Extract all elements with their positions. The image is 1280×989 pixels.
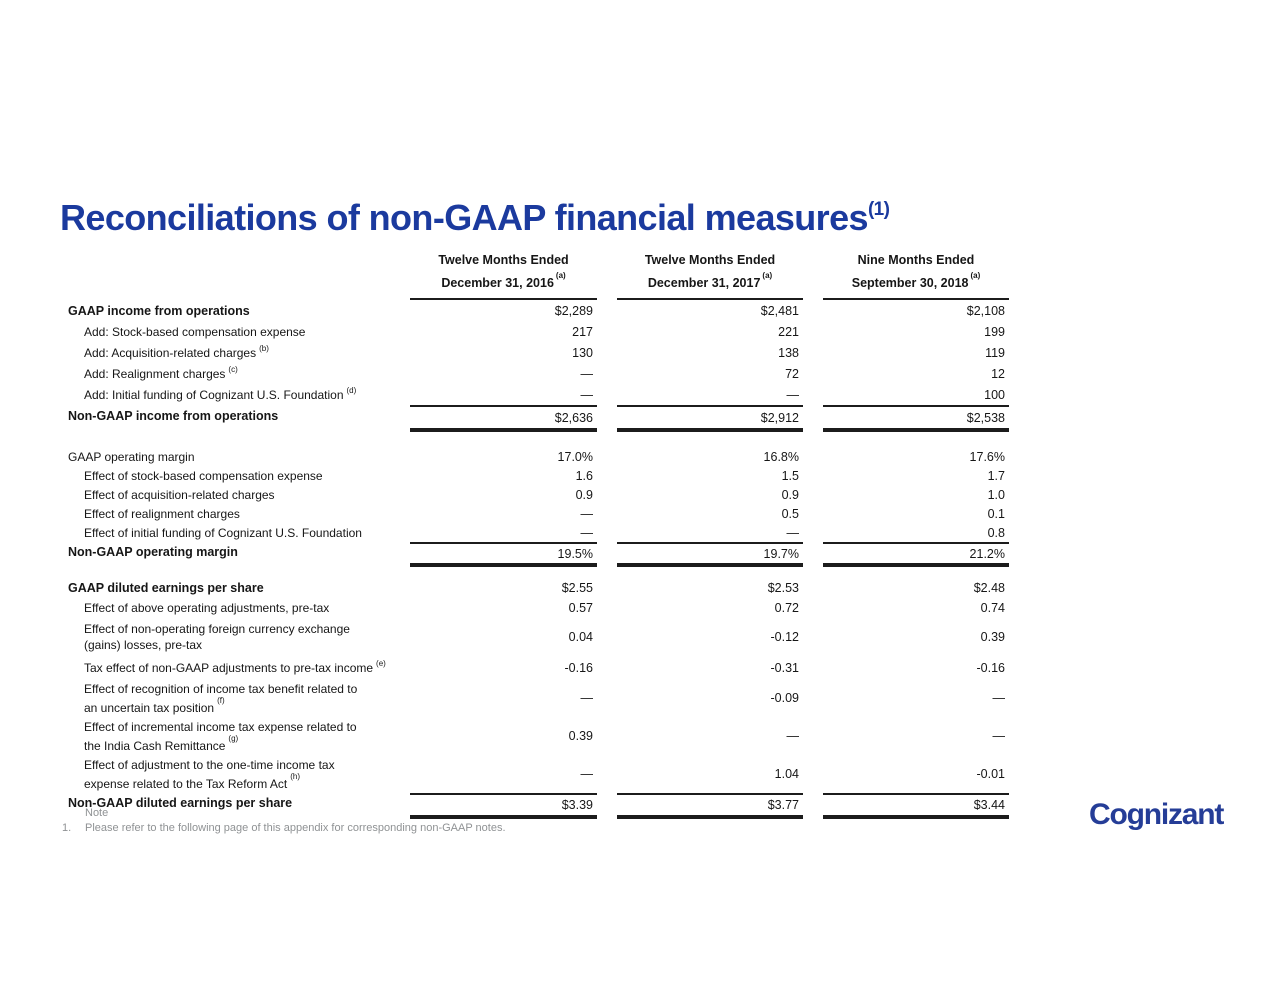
row-label-line1: Effect of recognition of income tax benefit related to	[84, 681, 358, 696]
value-cell: 19.7%	[617, 542, 803, 565]
row-label	[68, 755, 390, 793]
footnote-marker: (e)	[376, 659, 386, 668]
value-cell: 19.5%	[410, 542, 597, 565]
value-cell: 1.7	[987, 468, 1005, 483]
row-label	[68, 618, 390, 656]
row-label	[68, 717, 390, 755]
row-label-text: GAAP operating margin	[68, 449, 195, 464]
row-label	[68, 300, 390, 321]
row-label-line1: Effect of non-operating foreign currency exchange	[84, 622, 350, 636]
value-cell: 0.74	[980, 601, 1005, 615]
row-label-line2	[84, 697, 225, 716]
footnote	[62, 821, 506, 835]
footnote-marker: (f)	[217, 695, 225, 705]
row-label	[68, 523, 390, 542]
row-label-text: Non-GAAP operating margin	[68, 544, 238, 559]
row-label-text: the India Cash Remittance	[84, 738, 226, 753]
row-label-text: Add: Realignment charges	[84, 366, 226, 381]
row-label-text: Non-GAAP diluted earnings per share	[68, 796, 293, 810]
row-label-line2	[84, 773, 300, 792]
footnote-marker: (a)	[762, 271, 773, 280]
row-label-text: Effect of initial funding of Cognizant U.S. Foundation	[84, 525, 362, 540]
row-label-text: Effect of realignment charges	[84, 506, 240, 521]
value-cell: 1.5	[781, 468, 799, 483]
section-operating-margin	[68, 447, 1009, 565]
value-cell: —	[580, 506, 593, 521]
value-cell: 221	[778, 324, 799, 339]
value-cell: $2,912	[617, 405, 803, 430]
row-label-line1: Effect of adjustment to the one-time income tax	[84, 757, 335, 772]
value-cell: -0.31	[770, 660, 799, 675]
value-cell: 138	[778, 345, 799, 360]
value-cell: $2,636	[410, 405, 597, 430]
value-cell: —	[580, 525, 593, 540]
column-header-2018	[823, 250, 1009, 300]
value-cell: 1.6	[575, 468, 593, 483]
footnote-number: 1.	[62, 822, 72, 834]
column-header-period: Twelve Months Ended	[644, 253, 776, 267]
column-header-date-text: December 31, 2017	[647, 276, 761, 291]
footnote-marker: (c)	[228, 365, 238, 374]
value-cell: 0.5	[781, 506, 799, 521]
row-label-text: an uncertain tax position	[84, 700, 215, 715]
row-label	[68, 447, 390, 466]
title-footnote-marker: (1)	[867, 199, 890, 220]
value-cell: $2,108	[966, 303, 1005, 318]
column-header-date	[617, 270, 803, 293]
column-header-2017	[617, 250, 803, 300]
value-cell: 0.72	[774, 601, 799, 615]
value-cell: —	[786, 525, 799, 540]
footnote-marker: (g)	[228, 733, 239, 743]
row-label-text: GAAP income from operations	[68, 303, 250, 318]
row-label-text: Effect of above operating adjustments, pre-tax	[84, 601, 330, 615]
row-label-line2: (gains) losses, pre-tax	[84, 638, 203, 652]
footnote-marker: (h)	[290, 771, 301, 781]
value-cell: $3.77	[617, 793, 803, 817]
section-income-from-operations	[68, 300, 1009, 430]
value-cell: —	[786, 729, 799, 743]
column-header-period: Twelve Months Ended	[438, 253, 569, 267]
row-label-text: Add: Initial funding of Cognizant U.S. Foundation	[84, 387, 344, 402]
value-cell: 119	[985, 345, 1005, 360]
row-label-text: expense related to the Tax Reform Act	[84, 776, 288, 791]
section-diluted-eps	[68, 578, 1009, 817]
value-cell: 17.6%	[969, 449, 1005, 464]
footnote-text: Please refer to the following page of this appendix for corresponding non-GAAP notes.	[85, 822, 506, 834]
footnote-marker: (a)	[555, 271, 566, 280]
value-cell: —	[992, 691, 1005, 705]
footnote-marker: (b)	[259, 344, 269, 353]
value-cell: -0.09	[770, 691, 799, 705]
page-title-text: Reconciliations of non-GAAP financial measures	[60, 197, 868, 238]
value-cell: 0.1	[987, 506, 1005, 521]
value-cell: —	[786, 387, 799, 402]
row-label	[68, 384, 390, 405]
cognizant-logo: Cognizant	[1089, 798, 1224, 831]
column-header-date-text: December 31, 2016	[441, 276, 554, 291]
row-label	[68, 405, 390, 426]
column-header-2016	[410, 250, 597, 300]
row-label-line2	[84, 735, 238, 754]
value-cell: 0.8	[987, 525, 1005, 540]
value-cell: $2.53	[767, 581, 799, 595]
row-label	[68, 542, 390, 561]
row-label-text: Tax effect of non-GAAP adjustments to pre-tax income	[84, 660, 374, 675]
value-cell: 217	[572, 324, 593, 339]
value-cell: 0.04	[568, 630, 593, 644]
footnote-marker: (d)	[346, 386, 357, 395]
column-header-date	[410, 270, 597, 293]
row-label	[68, 363, 390, 384]
row-label	[68, 342, 390, 363]
row-label	[68, 485, 390, 504]
value-cell: 0.39	[980, 630, 1005, 644]
value-cell: $2,289	[554, 303, 593, 318]
note-heading: Note	[85, 807, 109, 819]
value-cell: 1.04	[774, 767, 799, 781]
value-cell: $2.48	[973, 581, 1005, 595]
value-cell: 100	[984, 387, 1005, 402]
footnote-marker: (a)	[970, 271, 981, 280]
value-cell: -0.01	[976, 767, 1005, 781]
row-label	[68, 656, 390, 679]
value-cell: 21.2%	[823, 542, 1009, 565]
value-cell: —	[580, 691, 593, 705]
header-spacer	[68, 250, 390, 300]
row-label	[68, 578, 390, 598]
column-header-date-text: September 30, 2018	[851, 276, 969, 291]
row-label-text: GAAP diluted earnings per share	[68, 581, 264, 595]
value-cell: 130	[572, 345, 593, 360]
row-label-text: Add: Stock-based compensation expense	[84, 324, 306, 339]
column-header-period: Nine Months Ended	[857, 253, 975, 267]
row-label-text: Add: Acquisition-related charges	[84, 345, 257, 360]
row-label-text: Effect of acquisition-related charges	[84, 487, 275, 502]
value-cell: -0.16	[564, 660, 593, 675]
page-title	[60, 197, 889, 239]
value-cell: —	[992, 729, 1005, 743]
row-label	[68, 679, 390, 717]
value-cell: -0.16	[976, 660, 1005, 675]
value-cell: 17.0%	[557, 449, 593, 464]
table-header	[68, 250, 1009, 300]
column-header-date	[823, 270, 1009, 293]
value-cell: 0.9	[781, 487, 799, 502]
value-cell: 199	[984, 324, 1005, 339]
row-label	[68, 466, 390, 485]
value-cell: 72	[785, 366, 799, 381]
row-label	[68, 504, 390, 523]
row-label-line1: Effect of incremental income tax expense related to	[84, 719, 357, 734]
value-cell: 0.39	[568, 729, 593, 743]
value-cell: —	[580, 366, 593, 381]
value-cell: $2,481	[760, 303, 799, 318]
value-cell: 16.8%	[763, 449, 799, 464]
value-cell: $2.55	[561, 581, 593, 595]
value-cell: 0.57	[568, 601, 593, 615]
value-cell: $3.39	[410, 793, 597, 817]
value-cell: 1.0	[987, 487, 1005, 502]
value-cell: $2,538	[823, 405, 1009, 430]
value-cell: —	[580, 387, 593, 402]
row-label-text: Effect of stock-based compensation expense	[84, 468, 323, 483]
reconciliation-table	[68, 250, 1009, 817]
row-label	[68, 321, 390, 342]
value-cell: $3.44	[823, 793, 1009, 817]
value-cell: 12	[991, 366, 1005, 381]
row-label	[68, 598, 390, 618]
notes-block	[62, 806, 506, 835]
value-cell: 0.9	[575, 487, 593, 502]
value-cell: -0.12	[770, 630, 799, 644]
row-label-text: Non-GAAP income from operations	[68, 408, 279, 423]
value-cell: —	[580, 767, 593, 781]
